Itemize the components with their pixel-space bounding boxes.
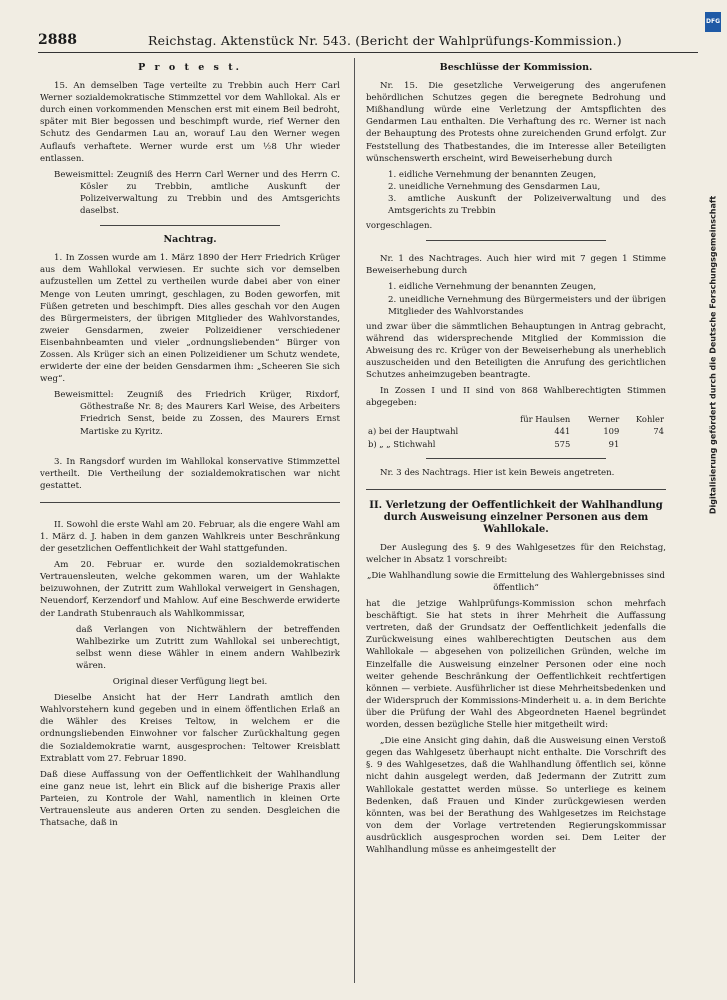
digitization-sidebar — [704, 10, 722, 990]
commission-heading: Beschlüsse der Kommission. — [439, 62, 593, 73]
original-note: Original dieser Verfügung liegt bei. — [112, 677, 268, 688]
resolution-nachtrag-1: Nr. 1 des Nachtrages. Auch hier wird mit 7 gegen 1 Stimme Beweiserhebung durch — [366, 254, 666, 277]
column-divider — [354, 58, 355, 983]
section-rule — [100, 225, 280, 226]
page-number: 2888 — [38, 32, 77, 48]
resolution-nachtrag-3: Nr. 3 des Nachtrags. Hier ist kein Beweis angetreten. — [380, 467, 615, 478]
section-rule-3 — [426, 240, 606, 241]
votes-cell: 441 — [554, 426, 571, 437]
table-row — [366, 413, 666, 425]
votes-cell: 74 — [653, 426, 664, 437]
landrat-quote: daß Verlangen von Nichtwählern der betreffenden Wahlbezirke um Zutritt zum Wahllokal sei unberechtigt, selbst wenn diese Wähler in einem andern Wahlbezirk wären. — [76, 624, 340, 671]
section-2-intro: II. Sowohl die erste Wahl am 20. Februar, als die engere Wahl am 1. März d. J. haben in dem ganzen Wahlkreis unter Beschränkung der gesetzlichen Oeffentlichkeit der Wahl stattgefunden. — [40, 519, 340, 555]
haenel-quote: „Die eine Ansicht ging dahin, daß die Ausweisung einen Verstoß gegen das Wahlgesetz überhaupt nicht enthalte. Die Vorschrift des §. 9 des Wahlgesetzes, daß die Wahlhandlung öffentlich sei, könne nicht dahin ausgelegt werden, daß Jedermann der Zutritt zum Wahllokale gestattet werden müsse. So unterliege es keinem Bedenken, daß Frauen und Kinder zurückgewiesen werden könnten, was bei der Berathung des Wahlgesetzes im Reichstage von dem der Vorlage vertretenden Regierungskommissar ausdrücklich ausgesprochen worden sei. Dem Leiter der Wahlhandlung müsse es anheimgestellt der — [366, 736, 666, 855]
votes-row-label: b) „ „ Stichwahl — [368, 438, 436, 449]
list-item: 1. eidliche Vernehmung der benannten Zeugen, — [388, 282, 597, 293]
nachtrag-3: 3. In Rangsdorf wurden im Wahllokal konservative Stimmzettel vertheilt. Die Vertheilung der sozialdemokratischen war nicht gestattet. — [40, 456, 340, 491]
running-title: Reichstag. Aktenstück Nr. 543. (Bericht der Wahlprüfungs-Kommission.) — [148, 33, 622, 48]
paragraph-15: 15. An demselben Tage verteilte zu Trebbin auch Herr Carl Werner sozialdemokratische Stimmzettel vor dem Wahllokal. Als er durch einen vorkommenden Menschen erst mit einem Beil bedroht, später mit Bier begossen und beschimpft wurde, rief Werner den Schutz des Gendarmen Lau an, worauf Lau den Werner wegen Auflaufs verhaftete. Werner wurde erst um ½8 Uhr wieder entlassen. — [40, 81, 340, 164]
table-row — [366, 438, 666, 450]
evidence-nachtrag-1: Beweismittel: Zeugniß des Friedrich Krüger, Rixdorf, Göthestraße Nr. 8; des Maurers Karl Weise, des Arbeiters Friedrich Senst, beide zu Zossen, des Maurers Ernst Martiske zu Kyritz. — [54, 390, 340, 437]
digitization-note: Digitalisierung gefördert durch die Deutsche Forschungsgemeinschaft — [708, 195, 718, 515]
votes-header-cell: für Haulsen — [520, 414, 571, 425]
section-rule-4 — [426, 458, 606, 459]
left-column — [40, 62, 340, 833]
law-quote: „Die Wahlhandlung sowie die Ermittelung des Wahlergebnisses sind öffentlich“ — [366, 570, 666, 593]
votes-row-label: a) bei der Hauptwahl — [368, 426, 459, 437]
resolution-15-end: vorgeschlagen. — [366, 221, 433, 232]
votes-header-cell: Werner — [588, 414, 620, 425]
protest-heading: P r o t e s t. — [138, 62, 242, 73]
votes-cell: 91 — [608, 438, 620, 449]
votes-intro: In Zossen I und II sind von 868 Wahlberechtigten Stimmen abgegeben: — [366, 386, 666, 409]
votes-header-cell: Kohler — [635, 414, 664, 425]
commission-position: hat die jetzige Wahlprüfungs-Kommission schon mehrfach beschäftigt. Sie hat stets in ihrer Mehrheit die Auffassung vertreten, daß der Grundsatz der Oeffentlichkeit jedenfalls die Zurückweisung eines wahlberechtigten Deutschen aus dem Wahllokale — abgesehen von polizeilichen Gründen, welche im Einzelfalle die Ausweisung einzelner Personen oder eine noch weiter gehende Beschränkung der Oeffentlichkeit rechtfertigen können — verbiete. Ausführlicher ist diese Mehrheitsbedenken und der Widerspruch der Kommissions-Minderheit u. a. in dem Berichte über die Prüfung der Wahl des Abgeordneten Haenel begründet worden, dessen bezügliche Stelle hier mitgetheilt wird: — [366, 599, 666, 731]
section-2-complaint: Am 20. Februar er. wurde den sozialdemokratischen Vertrauensleuten, welche gekommen waren, um der Wahlakte beizuwohnen, der Zutritt zum Wahllokal verweigert in Genshagen, Neuendorf, Kerzendorf und Mahlow. Auf eine Beschwerde erwiderte der Landrath Stubenrauch als Wahlkommissar, — [40, 560, 340, 619]
table-row — [366, 425, 666, 437]
dfg-logo: DFG — [705, 12, 721, 32]
votes-table — [366, 413, 666, 449]
votes-cell — [621, 438, 666, 450]
section-rule-5 — [366, 489, 666, 490]
section-rule-2 — [40, 502, 340, 503]
section-2-landrat: Dieselbe Ansicht hat der Herr Landrath amtlich den Wahlvorstehern kund gegeben und in einem öffentlichen Erlaß an die Wähler des Kreises Teltow, in welchem er die ordnungsliebenden Einwohner vor falscher Zurückhaltung gegen die Sozialdemokratie warnt, ausgesprochen: Teltower Kreisblatt Extrablatt vom 27. Februar 1890. — [40, 693, 340, 764]
list-item: 2. uneidliche Vernehmung des Bürgermeisters und der übrigen Mitglieder des Wahlvorstandes — [388, 294, 666, 317]
nachtrag-heading: Nachtrag. — [163, 234, 217, 246]
resolution-nachtrag-1-list — [388, 281, 666, 317]
votes-cell: 575 — [554, 438, 571, 449]
list-item: 2. uneidliche Vernehmung des Gensdarmen Lau, — [388, 181, 601, 192]
page-header — [38, 30, 698, 53]
evidence-15: Beweismittel: Zeugniß des Herrn Carl Werner und des Herrn C. Kösler zu Trebbin, amtliche Auskunft der Polizeiverwaltung zu Trebbin und des Amtsgerichts daselbst. — [54, 169, 340, 217]
resolution-nachtrag-1-cont: und zwar über die sämmtlichen Behauptungen in Antrag gebracht, während das widersprechende Mitglied der Kommission die Abweisung des rc. Krüger von der Beweiserhebung als unerheblich auszuscheiden und den Beteiligten die Anrufung des gerichtlichen Schutzes anheimzugeben beantragte. — [366, 321, 666, 381]
list-item: 3. amtliche Auskunft der Polizeiverwaltung und des Amtsgerichts zu Trebbin — [388, 193, 666, 217]
resolution-15: Nr. 15. Die gesetzliche Verweigerung des angerufenen behördlichen Schutzes gegen die beregnete Bedrohung und Mißhandlung würde eine Verletzung der Amtspflichten des Gendarmen Lau enthalten. Die Verhaftung des rc. Werner ist nach der Behauptung des Protests ohne zureichenden Grund erfolgt. Zur Feststellung des Thatbestandes, die im Interesse aller Beteiligten wünschenswerth erscheint, wird Beweiserhebung durch — [366, 81, 666, 164]
section-2-heading: II. Verletzung der Oeffentlichkeit der Wahlhandlung durch Ausweisung einzelner Personen aus dem Wahllokale. — [369, 499, 663, 535]
right-column — [366, 62, 666, 860]
interpretation-intro: Der Auslegung des §. 9 des Wahlgesetzes für den Reichstag, welcher in Absatz 1 vorschreibt: — [366, 542, 666, 565]
votes-cell: 109 — [603, 426, 620, 437]
resolution-15-list — [388, 169, 666, 217]
section-2-practice: Daß diese Auffassung von der Oeffentlichkeit der Wahlhandlung eine ganz neue ist, lehrt ein Blick auf die bisherige Praxis aller Parteien, zu Kontrole der Wahl, namentlich in kleinen Orte Vertrauensleute aus anderen Orten zu senden. Desgleichen die Thatsache, daß in — [40, 769, 340, 829]
nachtrag-1: 1. In Zossen wurde am 1. März 1890 der Herr Friedrich Krüger aus dem Wahllokal verwiesen. Er suchte sich vor demselben aufzustellen um Zettel zu vertheilen wurde dabei aber von einer Menge von Leuten umringt, geschlagen, zu Boden geworfen, mit Füßen getreten und beschimpft. Dies alles geschah vor den Augen des Bürgermeisters, der übrigen Mitglieder des Wahlvorstandes, zweier Gensdarmen, zweier Polizeidiener verschiedener Eisenbahnbeamten und vieler „ordnungsliebenden“ Bürger von Zossen. Als Krüger sich an einen Polizeidiener um Schutz wendete, erwiderte der eine der beiden Gensdarmen ihm: „Scheeren Sie sich weg“. — [40, 253, 340, 385]
list-item: 1. eidliche Vernehmung der benannten Zeugen, — [388, 169, 597, 180]
votes-header-cell — [366, 413, 497, 425]
